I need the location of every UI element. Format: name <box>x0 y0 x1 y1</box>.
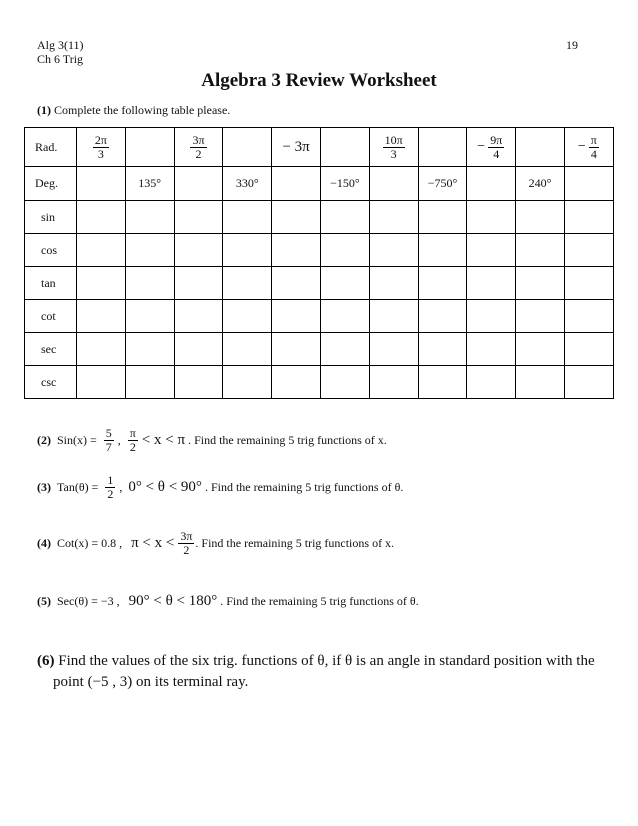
degree-cell[interactable]: −150° <box>320 167 369 201</box>
fraction <box>93 134 109 161</box>
answer-cell[interactable] <box>272 300 321 333</box>
fraction <box>105 474 115 501</box>
answer-cell[interactable] <box>564 366 613 399</box>
answer-cell[interactable] <box>223 201 272 234</box>
radian-value: − 3π <box>282 138 310 155</box>
radian-cell[interactable] <box>223 128 272 167</box>
course-label: Alg 3(11) <box>37 38 84 52</box>
trig-table <box>24 127 614 399</box>
fraction-numerator: 10π <box>384 132 403 147</box>
answer-cell[interactable] <box>564 333 613 366</box>
answer-cell[interactable] <box>77 234 126 267</box>
answer-cell[interactable] <box>125 201 174 234</box>
fraction <box>128 427 138 454</box>
answer-cell[interactable] <box>564 234 613 267</box>
fraction-numerator: 1 <box>107 473 114 487</box>
fraction <box>178 530 194 557</box>
fraction-denominator: 3 <box>97 146 104 161</box>
chapter-label: Ch 6 Trig <box>37 52 84 66</box>
radian-cell[interactable] <box>467 128 516 167</box>
problem-lhs: Tan(θ) = <box>57 480 99 494</box>
degree-cell[interactable]: 330° <box>223 167 272 201</box>
radian-cell[interactable] <box>516 128 565 167</box>
degree-cell[interactable] <box>467 167 516 201</box>
radian-cell[interactable] <box>564 128 613 167</box>
problem-number: (6) <box>37 653 55 669</box>
answer-cell[interactable] <box>174 267 223 300</box>
condition: π < x < <box>131 535 175 551</box>
table-row-tan <box>25 267 614 300</box>
row-label: tan <box>25 267 77 300</box>
fraction <box>104 427 114 454</box>
answer-cell[interactable] <box>516 267 565 300</box>
fraction-denominator: 4 <box>590 146 597 161</box>
answer-cell[interactable] <box>174 234 223 267</box>
table-row-cot <box>25 300 614 333</box>
answer-cell[interactable] <box>467 366 516 399</box>
row-label: Deg. <box>25 167 77 201</box>
answer-cell[interactable] <box>320 234 369 267</box>
problem-4 <box>37 530 394 557</box>
answer-cell[interactable] <box>272 201 321 234</box>
table-row-sec <box>25 333 614 366</box>
answer-cell[interactable] <box>223 267 272 300</box>
answer-cell[interactable] <box>467 267 516 300</box>
fraction-numerator: 3π <box>180 529 193 543</box>
instruction-text: Complete the following table please. <box>54 103 231 117</box>
problem-6-line-2: point (−5 , 3) on its terminal ray. <box>53 674 249 690</box>
answer-cell[interactable] <box>369 366 418 399</box>
answer-cell[interactable] <box>223 366 272 399</box>
row-label: cos <box>25 234 77 267</box>
answer-cell[interactable] <box>272 267 321 300</box>
answer-cell[interactable] <box>418 234 467 267</box>
answer-cell[interactable] <box>564 300 613 333</box>
degree-cell[interactable]: 240° <box>516 167 565 201</box>
answer-cell[interactable] <box>369 300 418 333</box>
answer-cell[interactable] <box>272 366 321 399</box>
page-title: Algebra 3 Review Worksheet <box>201 70 437 91</box>
answer-cell[interactable] <box>467 300 516 333</box>
problem-tail: . Find the remaining 5 trig functions of θ. <box>204 480 404 494</box>
answer-cell[interactable] <box>564 201 613 234</box>
answer-cell[interactable] <box>77 366 126 399</box>
condition: 90° < θ < 180° <box>128 593 218 609</box>
table-row-radians <box>25 128 614 167</box>
answer-cell[interactable] <box>369 201 418 234</box>
answer-cell[interactable] <box>77 267 126 300</box>
answer-cell[interactable] <box>418 201 467 234</box>
answer-cell[interactable] <box>272 333 321 366</box>
answer-cell[interactable] <box>418 333 467 366</box>
answer-cell[interactable] <box>125 366 174 399</box>
fraction-numerator: 5 <box>105 426 112 440</box>
degree-cell[interactable] <box>272 167 321 201</box>
answer-cell[interactable] <box>174 201 223 234</box>
fraction-denominator: 2 <box>129 440 136 454</box>
table-row-sin <box>25 201 614 234</box>
problem-6-line-1 <box>37 651 597 672</box>
row-label: sec <box>25 333 77 366</box>
fraction <box>488 134 504 161</box>
row-label: sin <box>25 201 77 234</box>
answer-cell[interactable] <box>369 267 418 300</box>
condition: < x < π <box>141 432 186 448</box>
radian-cell[interactable] <box>174 128 223 167</box>
problem-number: (1) <box>37 103 51 117</box>
answer-cell[interactable] <box>174 333 223 366</box>
answer-cell[interactable] <box>564 267 613 300</box>
degree-cell[interactable]: 135° <box>125 167 174 201</box>
radian-cell[interactable] <box>125 128 174 167</box>
problem-3: (3) Tan(θ) = $\frac{1}{2}$ , 0° < θ < 90° . Find the remaining 5 trig functions of θ. <box>37 473 404 501</box>
row-label: cot <box>25 300 77 333</box>
answer-cell[interactable] <box>77 201 126 234</box>
degree-cell[interactable] <box>564 167 613 201</box>
answer-cell[interactable] <box>125 234 174 267</box>
radian-cell[interactable] <box>418 128 467 167</box>
row-label: csc <box>25 366 77 399</box>
fraction-numerator: 3π <box>192 132 205 147</box>
problem-number: (3) <box>37 480 51 494</box>
fraction-numerator: 9π <box>490 132 503 147</box>
answer-cell[interactable] <box>272 234 321 267</box>
problem-tail: . Find the remaining 5 trig functions of θ. <box>220 594 419 608</box>
answer-cell[interactable] <box>174 366 223 399</box>
table-row-degrees <box>25 167 614 201</box>
answer-cell[interactable] <box>223 234 272 267</box>
fraction-denominator: 7 <box>105 440 112 454</box>
answer-cell[interactable] <box>174 300 223 333</box>
answer-cell[interactable] <box>77 333 126 366</box>
radian-cell[interactable] <box>369 128 418 167</box>
fraction-denominator: 2 <box>107 487 114 501</box>
answer-cell[interactable] <box>418 366 467 399</box>
degree-cell[interactable] <box>369 167 418 201</box>
answer-cell[interactable] <box>77 300 126 333</box>
fraction-denominator: 4 <box>493 146 500 161</box>
fraction <box>190 134 206 161</box>
fraction-numerator: π <box>590 132 597 147</box>
problem-lhs: Cot(x) = 0.8 , <box>57 536 123 550</box>
answer-cell[interactable] <box>125 300 174 333</box>
answer-cell[interactable] <box>467 333 516 366</box>
problem-number: (5) <box>37 594 51 608</box>
answer-cell[interactable] <box>418 300 467 333</box>
degree-cell[interactable] <box>77 167 126 201</box>
radian-cell[interactable] <box>272 128 321 167</box>
problem-number: (2) <box>37 433 51 447</box>
radian-cell[interactable] <box>320 128 369 167</box>
minus-sign: − <box>577 139 586 154</box>
answer-cell[interactable] <box>516 333 565 366</box>
answer-cell[interactable] <box>223 333 272 366</box>
problem-lhs: Sec(θ) = −3 , <box>57 594 120 608</box>
answer-cell[interactable] <box>516 366 565 399</box>
answer-cell[interactable] <box>467 201 516 234</box>
problem-6 <box>37 651 597 693</box>
answer-cell[interactable] <box>369 333 418 366</box>
answer-cell[interactable] <box>320 333 369 366</box>
answer-cell[interactable] <box>125 333 174 366</box>
minus-sign: − <box>477 139 486 154</box>
radian-cell[interactable] <box>77 128 126 167</box>
problem-lhs: Sin(x) = <box>57 433 97 447</box>
answer-cell[interactable] <box>369 234 418 267</box>
row-label: Rad. <box>25 128 77 167</box>
table-row-cos <box>25 234 614 267</box>
table-row-csc <box>25 366 614 399</box>
answer-cell[interactable] <box>223 300 272 333</box>
problem-tail: . Find the remaining 5 trig functions of x. <box>188 433 387 447</box>
problem-text: Find the values of the six trig. functions of θ, if θ is an angle in standard position with the <box>58 653 595 669</box>
answer-cell[interactable] <box>125 267 174 300</box>
problem-1-instruction <box>37 103 230 118</box>
fraction <box>589 134 599 161</box>
page-number: 19 <box>566 38 578 52</box>
answer-cell[interactable] <box>320 300 369 333</box>
answer-cell[interactable] <box>516 234 565 267</box>
problem-number: (4) <box>37 536 51 550</box>
fraction <box>383 134 405 161</box>
fraction-denominator: 2 <box>195 146 202 161</box>
fraction-numerator: π <box>129 426 136 440</box>
answer-cell[interactable] <box>516 201 565 234</box>
answer-cell[interactable] <box>320 366 369 399</box>
fraction-denominator: 3 <box>390 146 397 161</box>
answer-cell[interactable] <box>320 267 369 300</box>
degree-cell[interactable]: −750° <box>418 167 467 201</box>
answer-cell[interactable] <box>320 201 369 234</box>
problem-2: (2) Sin(x) = $\frac{5}{7}$ , $\frac{\pi}{2}$ < x < π . Find the remaining 5 trig functions of x. <box>37 426 387 454</box>
answer-cell[interactable] <box>418 267 467 300</box>
problem-5 <box>37 593 419 610</box>
condition: 0° < θ < 90° <box>128 479 202 495</box>
degree-cell[interactable] <box>174 167 223 201</box>
answer-cell[interactable] <box>467 234 516 267</box>
problem-tail: . Find the remaining 5 trig functions of x. <box>195 536 395 550</box>
fraction-numerator: 2π <box>94 132 107 147</box>
answer-cell[interactable] <box>516 300 565 333</box>
fraction-denominator: 2 <box>183 543 190 557</box>
